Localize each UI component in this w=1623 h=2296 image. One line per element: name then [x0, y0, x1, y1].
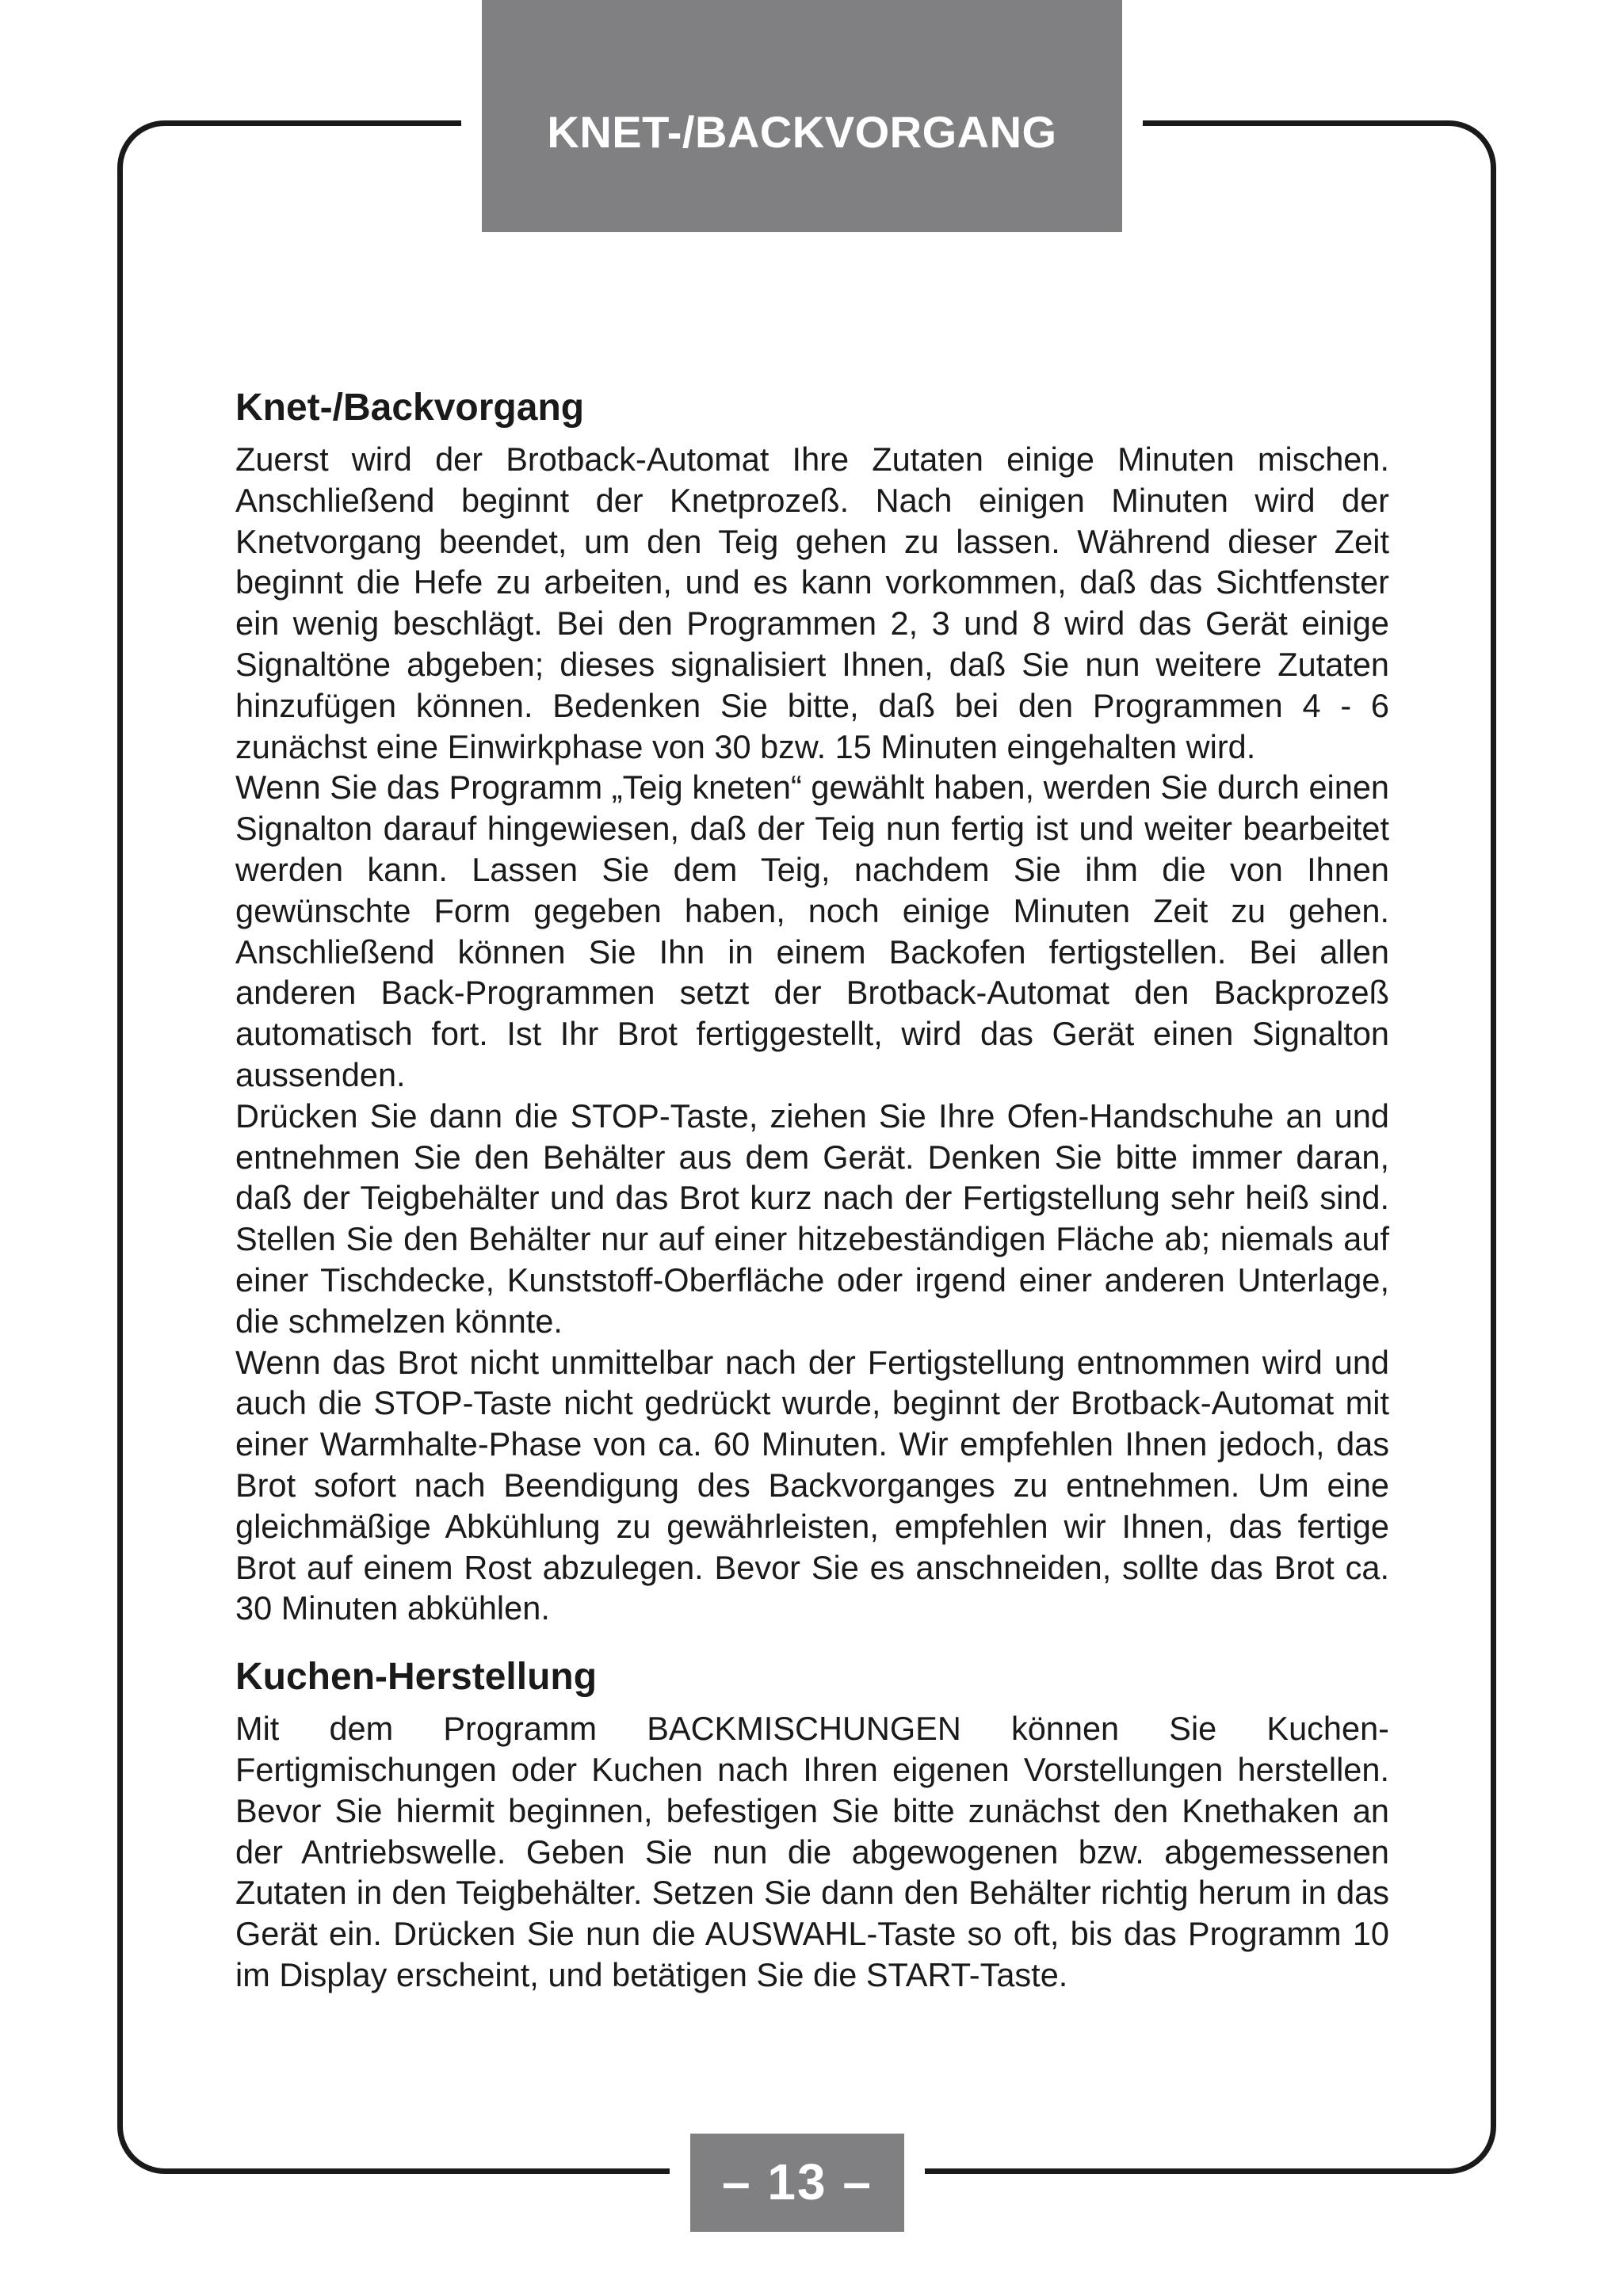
- main-content: [235, 385, 1389, 1996]
- section-heading: Knet-/Backvorgang: [235, 387, 585, 429]
- paragraph: Wenn Sie das Programm „Teig kneten“ gewählt haben, werden Sie durch einen Signalton darauf hingewiesen, daß der Teig nun fertig ist und weiter bearbeitet werden kann. Lassen Sie dem Teig, nachdem Sie ihm die von Ihnen gewünschte Form gegeben haben, noch einige Minuten Zeit zu gehen. Anschließend können Sie Ihn in einem Backofen fertigstellen. Bei allen anderen Back-Programmen setzt der Brotback-Automat den Backprozeß automatisch fort. Ist Ihr Brot fertiggestellt, wird das Gerät einen Signalton aussenden.: [235, 769, 1389, 1093]
- section-heading: Kuchen-Herstellung: [235, 1656, 598, 1699]
- paragraph: Drücken Sie dann die STOP-Taste, ziehen Sie Ihre Ofen-Handschuhe an und entnehmen Sie den Behälter aus dem Gerät. Denken Sie bitte immer daran, daß der Teigbehälter und das Brot kurz nach der Fertigstellung sehr heiß sind. Stellen Sie den Behälter nur auf einer hitzebeständigen Fläche ab; niemals auf einer Tischdecke, Kunststoff-Oberfläche oder irgend einer anderen Unterlage, die schmelzen könnte.: [235, 1097, 1389, 1340]
- page-number: – 13 –: [722, 2153, 873, 2210]
- section-kuchen-herstellung: [235, 1654, 1389, 1996]
- paragraph: Mit dem Programm BACKMISCHUNGEN können Sie Kuchen-Fertigmischungen oder Kuchen nach Ihren eigenen Vorstellungen herstellen. Bevor Sie hiermit beginnen, befestigen Sie bitte zunächst den Knethaken an der Antriebswelle. Geben Sie nun die abgewogenen bzw. abgemessenen Zutaten in den Teigbehälter. Setzen Sie dann den Behälter richtig herum in das Gerät ein. Drücken Sie nun die AUSWAHL-Taste so oft, bis das Programm 10 im Display erscheint, und betätigen Sie die START-Taste.: [235, 1710, 1389, 1993]
- page-title: KNET-/BACKVORGANG: [547, 107, 1057, 157]
- paragraph: Zuerst wird der Brotback-Automat Ihre Zutaten einige Minuten mischen. Anschließend beginnt der Knetprozeß. Nach einigen Minuten wird der Knetvorgang beendet, um den Teig gehen zu lassen. Während dieser Zeit beginnt die Hefe zu arbeiten, und es kann vorkommen, daß das Sichtfenster ein wenig beschlägt. Bei den Programmen 2, 3 und 8 wird das Gerät einige Signaltöne abgeben; dieses signalisiert Ihnen, daß Sie nun weitere Zutaten hinzufügen können. Bedenken Sie bitte, daß bei den Programmen 4 - 6 zunächst eine Einwirkphase von 30 bzw. 15 Minuten eingehalten wird.: [235, 441, 1389, 765]
- page-number-box: [670, 2134, 925, 2232]
- section-knet-backvorgang: [235, 385, 1389, 1629]
- header-tab: [461, 0, 1143, 232]
- paragraph: Wenn das Brot nicht unmittelbar nach der Fertigstellung entnommen wird und auch die STOP-Taste nicht gedrückt wurde, beginnt der Brotback-Automat mit einer Warmhalte-Phase von ca. 60 Minuten. Wir empfehlen Ihnen jedoch, das Brot sofort nach Beendigung des Backvorganges zu entnehmen. Um eine gleichmäßige Abkühlung zu gewährleisten, empfehlen wir Ihnen, das fertige Brot auf einem Rost abzulegen. Bevor Sie es anschneiden, sollte das Brot ca. 30 Minuten abkühlen.: [235, 1343, 1389, 1627]
